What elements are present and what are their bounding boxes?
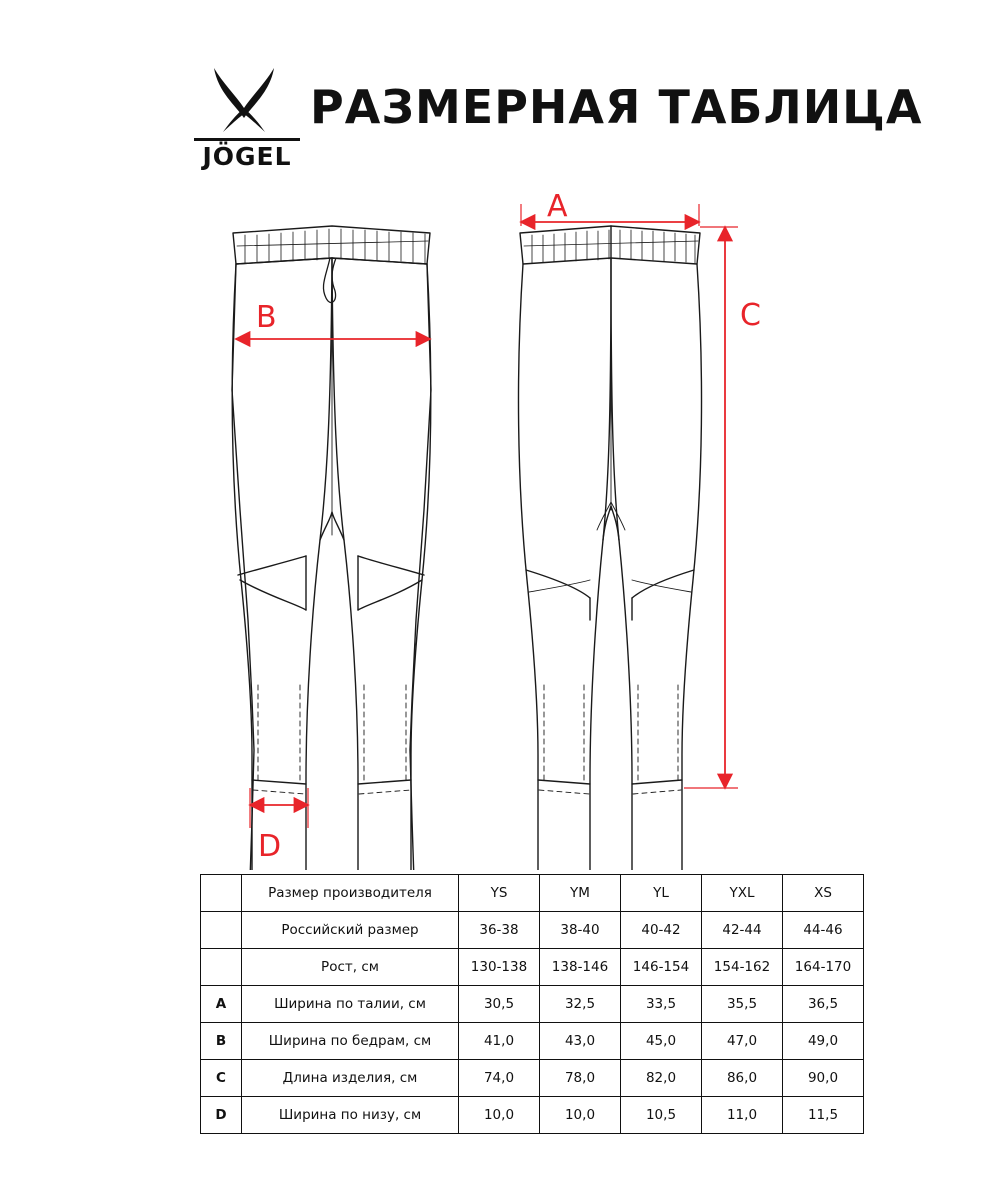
measure-label-c: C — [740, 298, 761, 333]
cell-value: 41,0 — [459, 1023, 540, 1060]
cell-value: 154-162 — [702, 949, 783, 986]
size-table-container — [200, 874, 852, 1134]
table-row — [201, 949, 864, 986]
page-title: РАЗМЕРНАЯ ТАБЛИЦА — [310, 80, 923, 134]
cell-value: 164-170 — [783, 949, 864, 986]
cell-value: 90,0 — [783, 1060, 864, 1097]
row-label: Российский размер — [242, 912, 459, 949]
size-diagram — [0, 180, 1000, 870]
cell-value: 36,5 — [783, 986, 864, 1023]
cell-value: 86,0 — [702, 1060, 783, 1097]
pants-technical-drawing — [0, 180, 1000, 870]
cell-value: 40-42 — [621, 912, 702, 949]
table-row — [201, 875, 864, 912]
row-letter: B — [201, 1023, 242, 1060]
row-label: Ширина по бедрам, см — [242, 1023, 459, 1060]
cell-value: 35,5 — [702, 986, 783, 1023]
cell-value: YXL — [702, 875, 783, 912]
table-row — [201, 1023, 864, 1060]
cell-value: 47,0 — [702, 1023, 783, 1060]
logo-divider — [194, 138, 300, 141]
cell-value: 45,0 — [621, 1023, 702, 1060]
pants-back-view — [518, 226, 701, 870]
table-row — [201, 912, 864, 949]
cell-value: 130-138 — [459, 949, 540, 986]
table-row — [201, 1060, 864, 1097]
cell-value: 10,0 — [540, 1097, 621, 1134]
cell-value: 38-40 — [540, 912, 621, 949]
row-label: Размер производителя — [242, 875, 459, 912]
cell-value: 42-44 — [702, 912, 783, 949]
row-label: Ширина по талии, см — [242, 986, 459, 1023]
row-letter — [201, 912, 242, 949]
row-label: Рост, см — [242, 949, 459, 986]
jogel-logo-icon — [206, 66, 282, 138]
cell-value: 36-38 — [459, 912, 540, 949]
row-letter: D — [201, 1097, 242, 1134]
page-header — [0, 58, 1000, 178]
cell-value: 138-146 — [540, 949, 621, 986]
measure-label-b: B — [256, 300, 277, 335]
row-letter: C — [201, 1060, 242, 1097]
cell-value: 44-46 — [783, 912, 864, 949]
table-row — [201, 1097, 864, 1134]
cell-value: 82,0 — [621, 1060, 702, 1097]
brand-logo — [192, 66, 302, 176]
cell-value: 146-154 — [621, 949, 702, 986]
cell-value: XS — [783, 875, 864, 912]
size-table — [200, 874, 864, 1134]
row-letter — [201, 875, 242, 912]
cell-value: 30,5 — [459, 986, 540, 1023]
cell-value: 78,0 — [540, 1060, 621, 1097]
row-letter: A — [201, 986, 242, 1023]
brand-name: JÖGEL — [202, 142, 292, 171]
cell-value: YL — [621, 875, 702, 912]
cell-value: YM — [540, 875, 621, 912]
cell-value: 10,0 — [459, 1097, 540, 1134]
row-label: Длина изделия, см — [242, 1060, 459, 1097]
cell-value: 74,0 — [459, 1060, 540, 1097]
measure-label-d: D — [258, 829, 282, 864]
row-label: Ширина по низу, см — [242, 1097, 459, 1134]
cell-value: YS — [459, 875, 540, 912]
cell-value: 32,5 — [540, 986, 621, 1023]
cell-value: 11,5 — [783, 1097, 864, 1134]
cell-value: 11,0 — [702, 1097, 783, 1134]
row-letter — [201, 949, 242, 986]
table-row — [201, 986, 864, 1023]
cell-value: 43,0 — [540, 1023, 621, 1060]
measure-label-a: A — [547, 189, 568, 224]
cell-value: 33,5 — [621, 986, 702, 1023]
cell-value: 10,5 — [621, 1097, 702, 1134]
cell-value: 49,0 — [783, 1023, 864, 1060]
